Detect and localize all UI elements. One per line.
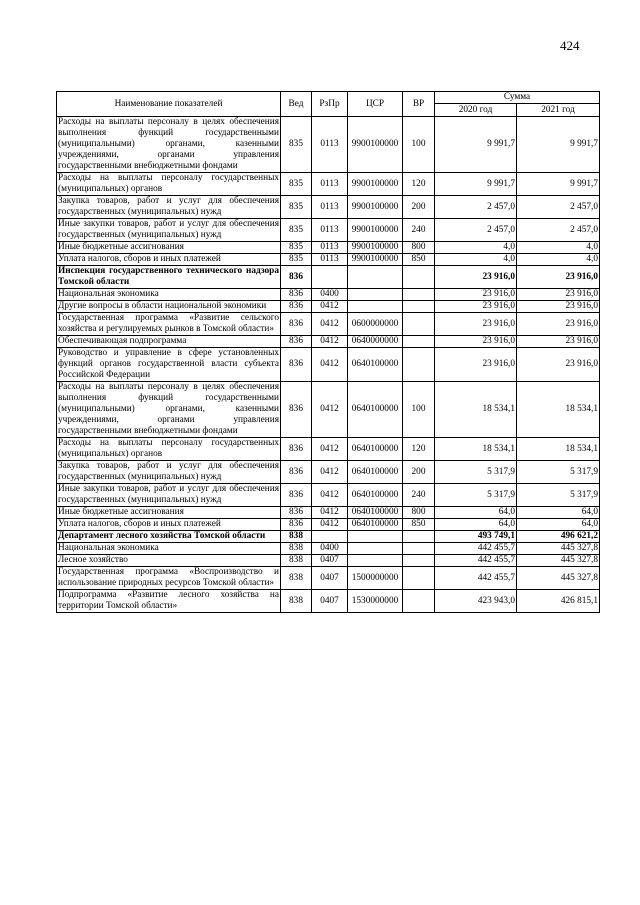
table-row <box>57 219 600 242</box>
table-row <box>57 336 600 348</box>
cell-ved: 835 <box>281 117 312 173</box>
cell-rzpr: 0412 <box>312 382 348 438</box>
cell-vr: 120 <box>403 173 435 196</box>
cell-ved: 836 <box>281 266 312 289</box>
cell-csr: 1500000000 <box>348 567 403 590</box>
header-sum: Сумма <box>435 92 600 104</box>
cell-vr <box>403 266 435 289</box>
table-row <box>57 590 600 613</box>
cell-csr <box>348 266 403 289</box>
cell-rzpr: 0412 <box>312 313 348 336</box>
cell-ved: 838 <box>281 567 312 590</box>
cell-name: Обеспечивающая подпрограмма <box>57 336 281 348</box>
cell-ved: 836 <box>281 438 312 461</box>
cell-sum-2020: 23 916,0 <box>435 266 517 289</box>
cell-csr: 9900100000 <box>348 117 403 173</box>
cell-name: Департамент лесного хозяйства Томской области <box>57 531 281 543</box>
cell-sum-2021: 9 991,7 <box>517 173 600 196</box>
cell-name: Национальная экономика <box>57 289 281 301</box>
cell-csr <box>348 543 403 555</box>
cell-rzpr: 0400 <box>312 289 348 301</box>
table-row <box>57 531 600 543</box>
cell-rzpr <box>312 531 348 543</box>
table-row <box>57 173 600 196</box>
cell-rzpr <box>312 266 348 289</box>
cell-sum-2021: 2 457,0 <box>517 219 600 242</box>
cell-csr: 9900100000 <box>348 173 403 196</box>
cell-ved: 835 <box>281 196 312 219</box>
cell-name: Лесное хозяйство <box>57 555 281 567</box>
cell-vr <box>403 543 435 555</box>
cell-rzpr: 0113 <box>312 196 348 219</box>
cell-name: Закупка товаров, работ и услуг для обеспечения государственных (муниципальных) нужд <box>58 196 279 217</box>
cell-sum-2021: 23 916,0 <box>517 289 600 301</box>
cell-csr: 9900100000 <box>348 242 403 254</box>
cell-name: Государственная программа «Развитие сельского хозяйства и регулируемых рынков в Томской области» <box>58 313 279 334</box>
cell-vr: 100 <box>403 117 435 173</box>
table-row <box>57 567 600 590</box>
cell-name: Иные закупки товаров, работ и услуг для обеспечения государственных (муниципальных) нужд <box>58 484 279 505</box>
cell-sum-2020: 2 457,0 <box>435 196 517 219</box>
cell-name: Иные бюджетные ассигнования <box>57 242 281 254</box>
cell-vr: 100 <box>403 382 435 438</box>
cell-ved: 835 <box>281 242 312 254</box>
cell-sum-2021: 64,0 <box>517 519 600 531</box>
cell-ved: 836 <box>281 289 312 301</box>
cell-sum-2021: 5 317,9 <box>517 461 600 484</box>
cell-sum-2021: 23 916,0 <box>517 266 600 289</box>
cell-csr <box>348 531 403 543</box>
page-number: 424 <box>560 38 580 53</box>
cell-csr: 0600000000 <box>348 313 403 336</box>
cell-ved: 836 <box>281 348 312 382</box>
cell-rzpr: 0407 <box>312 590 348 613</box>
table-row <box>57 266 600 289</box>
cell-sum-2020: 423 943,0 <box>435 590 517 613</box>
cell-rzpr: 0113 <box>312 219 348 242</box>
table-row <box>57 438 600 461</box>
cell-rzpr: 0113 <box>312 242 348 254</box>
cell-sum-2020: 5 317,9 <box>435 484 517 507</box>
cell-sum-2020: 5 317,9 <box>435 461 517 484</box>
header-ved: Вед <box>281 92 312 117</box>
cell-rzpr: 0407 <box>312 555 348 567</box>
cell-rzpr: 0412 <box>312 348 348 382</box>
cell-ved: 836 <box>281 484 312 507</box>
cell-csr: 0640100000 <box>348 484 403 507</box>
cell-name: Уплата налогов, сборов и иных платежей <box>57 254 281 266</box>
cell-sum-2021: 5 317,9 <box>517 484 600 507</box>
cell-vr <box>403 336 435 348</box>
cell-vr <box>403 289 435 301</box>
table-row <box>57 117 600 173</box>
header-csr: ЦСР <box>348 92 403 117</box>
cell-sum-2021: 23 916,0 <box>517 336 600 348</box>
cell-ved: 836 <box>281 519 312 531</box>
cell-ved: 836 <box>281 507 312 519</box>
cell-csr <box>348 301 403 313</box>
cell-ved: 838 <box>281 590 312 613</box>
cell-name: Расходы на выплаты персоналу в целях обеспечения выполнения функций государственными (муниципальными) органами, казенными учреждениями, органами управления государственными внебюджетными фондами <box>58 382 279 436</box>
cell-sum-2020: 23 916,0 <box>435 336 517 348</box>
table-row <box>57 196 600 219</box>
cell-rzpr: 0113 <box>312 173 348 196</box>
cell-name: Подпрограмма «Развитие лесного хозяйства на территории Томской области» <box>58 590 279 611</box>
cell-sum-2020: 493 749,1 <box>435 531 517 543</box>
cell-vr: 200 <box>403 461 435 484</box>
table-row <box>57 382 600 438</box>
cell-vr <box>403 301 435 313</box>
cell-vr <box>403 555 435 567</box>
cell-rzpr: 0113 <box>312 254 348 266</box>
cell-sum-2020: 2 457,0 <box>435 219 517 242</box>
cell-sum-2021: 18 534,1 <box>517 438 600 461</box>
table-row <box>57 519 600 531</box>
cell-vr <box>403 590 435 613</box>
table-row <box>57 242 600 254</box>
cell-name: Уплата налогов, сборов и иных платежей <box>57 519 281 531</box>
cell-csr: 0640100000 <box>348 507 403 519</box>
header-name: Наименование показателей <box>57 92 281 117</box>
cell-csr: 0640100000 <box>348 461 403 484</box>
cell-sum-2021: 23 916,0 <box>517 301 600 313</box>
cell-name: Инспекция государственного технического надзора Томской области <box>58 266 279 287</box>
cell-name: Иные закупки товаров, работ и услуг для обеспечения государственных (муниципальных) нужд <box>58 219 279 240</box>
cell-vr <box>403 313 435 336</box>
cell-sum-2020: 64,0 <box>435 519 517 531</box>
cell-ved: 838 <box>281 543 312 555</box>
cell-vr <box>403 348 435 382</box>
cell-sum-2020: 442 455,7 <box>435 555 517 567</box>
cell-name: Расходы на выплаты персоналу государственных (муниципальных) органов <box>58 173 279 194</box>
cell-rzpr: 0412 <box>312 461 348 484</box>
cell-sum-2021: 18 534,1 <box>517 382 600 438</box>
header-vr: ВР <box>403 92 435 117</box>
cell-ved: 836 <box>281 461 312 484</box>
cell-vr: 240 <box>403 484 435 507</box>
cell-sum-2020: 18 534,1 <box>435 382 517 438</box>
cell-vr: 850 <box>403 519 435 531</box>
cell-sum-2020: 442 455,7 <box>435 567 517 590</box>
cell-vr: 120 <box>403 438 435 461</box>
cell-csr: 1530000000 <box>348 590 403 613</box>
cell-sum-2021: 445 327,8 <box>517 567 600 590</box>
cell-csr <box>348 289 403 301</box>
cell-sum-2021: 23 916,0 <box>517 348 600 382</box>
budget-table <box>56 91 600 613</box>
cell-sum-2020: 18 534,1 <box>435 438 517 461</box>
cell-rzpr: 0412 <box>312 336 348 348</box>
cell-sum-2021: 64,0 <box>517 507 600 519</box>
cell-rzpr: 0412 <box>312 507 348 519</box>
cell-sum-2020: 9 991,7 <box>435 173 517 196</box>
header-rzpr: РзПр <box>312 92 348 117</box>
cell-csr: 0640100000 <box>348 438 403 461</box>
cell-ved: 835 <box>281 173 312 196</box>
cell-name: Расходы на выплаты персоналу в целях обеспечения выполнения функций государственными (муниципальными) органами, казенными учреждениями, органами управления государственными внебюджетными фондами <box>58 117 279 171</box>
header-year-2021: 2021 год <box>517 104 600 117</box>
cell-rzpr: 0412 <box>312 484 348 507</box>
cell-rzpr: 0400 <box>312 543 348 555</box>
cell-sum-2020: 4,0 <box>435 254 517 266</box>
cell-sum-2021: 4,0 <box>517 254 600 266</box>
table-row <box>57 313 600 336</box>
cell-sum-2021: 496 621,2 <box>517 531 600 543</box>
cell-sum-2021: 426 815,1 <box>517 590 600 613</box>
cell-sum-2020: 23 916,0 <box>435 313 517 336</box>
cell-rzpr: 0412 <box>312 519 348 531</box>
cell-sum-2021: 4,0 <box>517 242 600 254</box>
cell-csr: 0640000000 <box>348 336 403 348</box>
cell-sum-2020: 23 916,0 <box>435 301 517 313</box>
cell-sum-2021: 9 991,7 <box>517 117 600 173</box>
cell-csr: 9900100000 <box>348 219 403 242</box>
cell-csr <box>348 555 403 567</box>
cell-sum-2020: 23 916,0 <box>435 348 517 382</box>
cell-csr: 9900100000 <box>348 196 403 219</box>
cell-sum-2021: 445 327,8 <box>517 555 600 567</box>
cell-vr <box>403 531 435 543</box>
cell-rzpr: 0113 <box>312 117 348 173</box>
header-year-2020: 2020 год <box>435 104 517 117</box>
cell-ved: 836 <box>281 301 312 313</box>
cell-ved: 838 <box>281 555 312 567</box>
table-row <box>57 484 600 507</box>
cell-sum-2020: 442 455,7 <box>435 543 517 555</box>
cell-name: Расходы на выплаты персоналу государственных (муниципальных) органов <box>58 438 279 459</box>
cell-vr: 240 <box>403 219 435 242</box>
cell-sum-2021: 2 457,0 <box>517 196 600 219</box>
cell-rzpr: 0407 <box>312 567 348 590</box>
cell-vr <box>403 567 435 590</box>
cell-name: Закупка товаров, работ и услуг для обеспечения государственных (муниципальных) нужд <box>58 461 279 482</box>
cell-csr: 0640100000 <box>348 519 403 531</box>
table-row <box>57 461 600 484</box>
cell-ved: 835 <box>281 254 312 266</box>
table-row <box>57 254 600 266</box>
cell-sum-2020: 4,0 <box>435 242 517 254</box>
cell-vr: 200 <box>403 196 435 219</box>
cell-sum-2021: 445 327,8 <box>517 543 600 555</box>
cell-name: Государственная программа «Воспроизводство и использование природных ресурсов Томской области» <box>58 567 279 588</box>
cell-ved: 835 <box>281 219 312 242</box>
cell-name: Другие вопросы в области национальной экономики <box>57 301 281 313</box>
table-row <box>57 301 600 313</box>
cell-ved: 838 <box>281 531 312 543</box>
cell-sum-2020: 9 991,7 <box>435 117 517 173</box>
cell-vr: 850 <box>403 254 435 266</box>
cell-sum-2020: 23 916,0 <box>435 289 517 301</box>
cell-name: Руководство и управление в сфере установленных функций органов государственной власти субъекта Российской Федерации <box>58 348 279 380</box>
cell-vr: 800 <box>403 242 435 254</box>
cell-ved: 836 <box>281 336 312 348</box>
cell-csr: 9900100000 <box>348 254 403 266</box>
cell-ved: 836 <box>281 382 312 438</box>
table-row <box>57 543 600 555</box>
cell-ved: 836 <box>281 313 312 336</box>
table-row <box>57 507 600 519</box>
cell-sum-2021: 23 916,0 <box>517 313 600 336</box>
cell-sum-2020: 64,0 <box>435 507 517 519</box>
table-row <box>57 555 600 567</box>
cell-name: Иные бюджетные ассигнования <box>57 507 281 519</box>
cell-name: Национальная экономика <box>57 543 281 555</box>
cell-rzpr: 0412 <box>312 438 348 461</box>
cell-vr: 800 <box>403 507 435 519</box>
cell-csr: 0640100000 <box>348 382 403 438</box>
cell-csr: 0640100000 <box>348 348 403 382</box>
table-row <box>57 289 600 301</box>
cell-rzpr: 0412 <box>312 301 348 313</box>
table-row <box>57 348 600 382</box>
